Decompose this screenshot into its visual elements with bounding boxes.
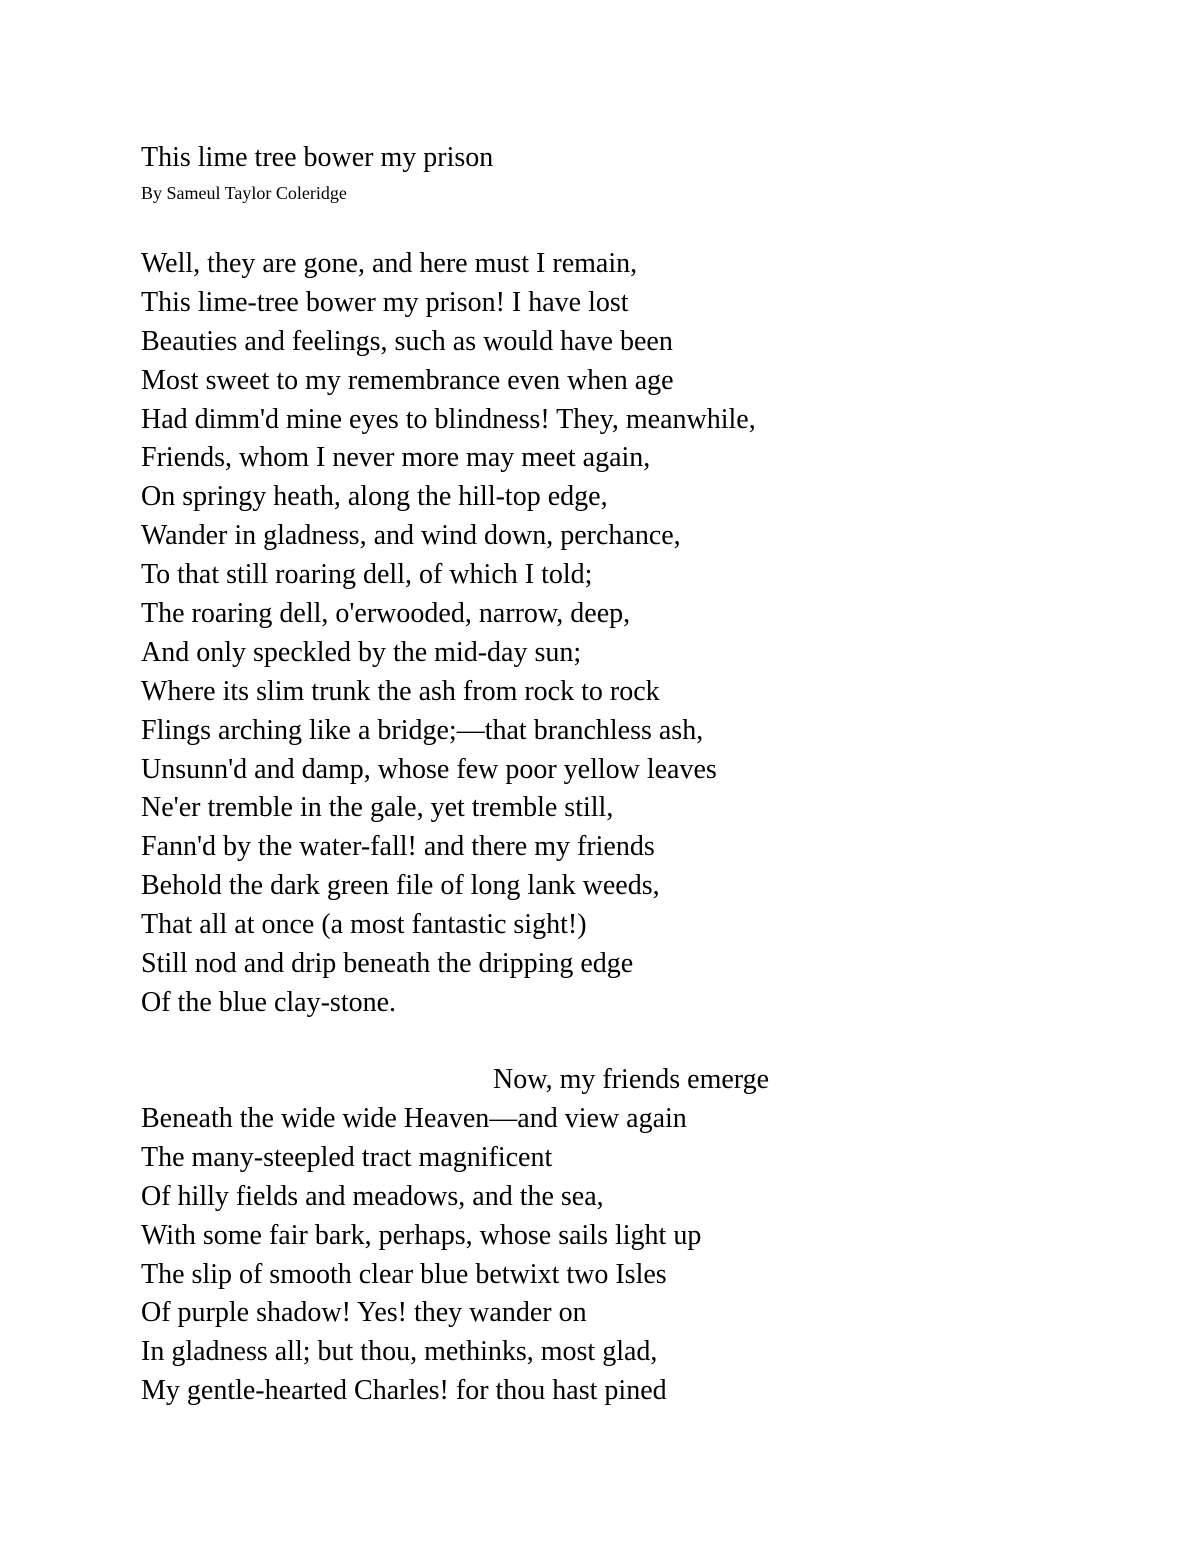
poem-line: My gentle-hearted Charles! for thou hast pined xyxy=(141,1375,667,1407)
poem-line: The many-steepled tract magnificent xyxy=(141,1141,553,1173)
poem-line: Still nod and drip beneath the dripping edge xyxy=(141,948,634,980)
poem-line: Beauties and feelings, such as would have been xyxy=(141,325,673,357)
poem-line: Of hilly fields and meadows, and the sea, xyxy=(141,1180,604,1212)
poem-line: Wander in gladness, and wind down, perchance, xyxy=(141,520,681,552)
poem-byline: By Sameul Taylor Coleridge xyxy=(141,183,347,203)
poem-line: Flings arching like a bridge;—that branchless ash, xyxy=(141,714,704,746)
stanza-2 xyxy=(141,1100,701,1411)
poem-line: Behold the dark green file of long lank weeds, xyxy=(141,870,660,902)
poem-line: Well, they are gone, and here must I remain, xyxy=(141,248,638,279)
poem-line: This lime-tree bower my prison! I have lost xyxy=(141,286,629,318)
poem-line: Beneath the wide wide Heaven—and view again xyxy=(141,1103,687,1134)
poem-line: Most sweet to my remembrance even when age xyxy=(141,364,674,396)
poem-line: On springy heath, along the hill-top edge, xyxy=(141,481,608,513)
poem-line: With some fair bark, perhaps, whose sails light up xyxy=(141,1219,702,1251)
poem-line: Ne'er tremble in the gale, yet tremble still, xyxy=(141,792,614,824)
poem-line: And only speckled by the mid-day sun; xyxy=(141,636,582,668)
stanza-1 xyxy=(141,245,756,1023)
poem-title: This lime tree bower my prison xyxy=(141,142,494,173)
poem-line: Fann'd by the water-fall! and there my friends xyxy=(141,831,655,863)
poem-line: Friends, whom I never more may meet again, xyxy=(141,442,651,474)
poem-line: Where its slim trunk the ash from rock to rock xyxy=(141,675,660,707)
poem-line: In gladness all; but thou, methinks, most glad, xyxy=(141,1336,658,1368)
poem-line: Had dimm'd mine eyes to blindness! They, meanwhile, xyxy=(141,403,756,435)
poem-line: Of purple shadow! Yes! they wander on xyxy=(141,1297,587,1329)
poem-line: The roaring dell, o'erwooded, narrow, deep, xyxy=(141,598,631,630)
poem-line: The slip of smooth clear blue betwixt two Isles xyxy=(141,1258,667,1290)
poem-line: Unsunn'd and damp, whose few poor yellow leaves xyxy=(141,753,717,785)
poem-line: That all at once (a most fantastic sight!) xyxy=(141,909,587,941)
poem-line: To that still roaring dell, of which I told; xyxy=(141,559,593,591)
poem-indented-line: Now, my friends emerge xyxy=(493,1064,770,1095)
poem-line: Of the blue clay-stone. xyxy=(141,986,397,1018)
